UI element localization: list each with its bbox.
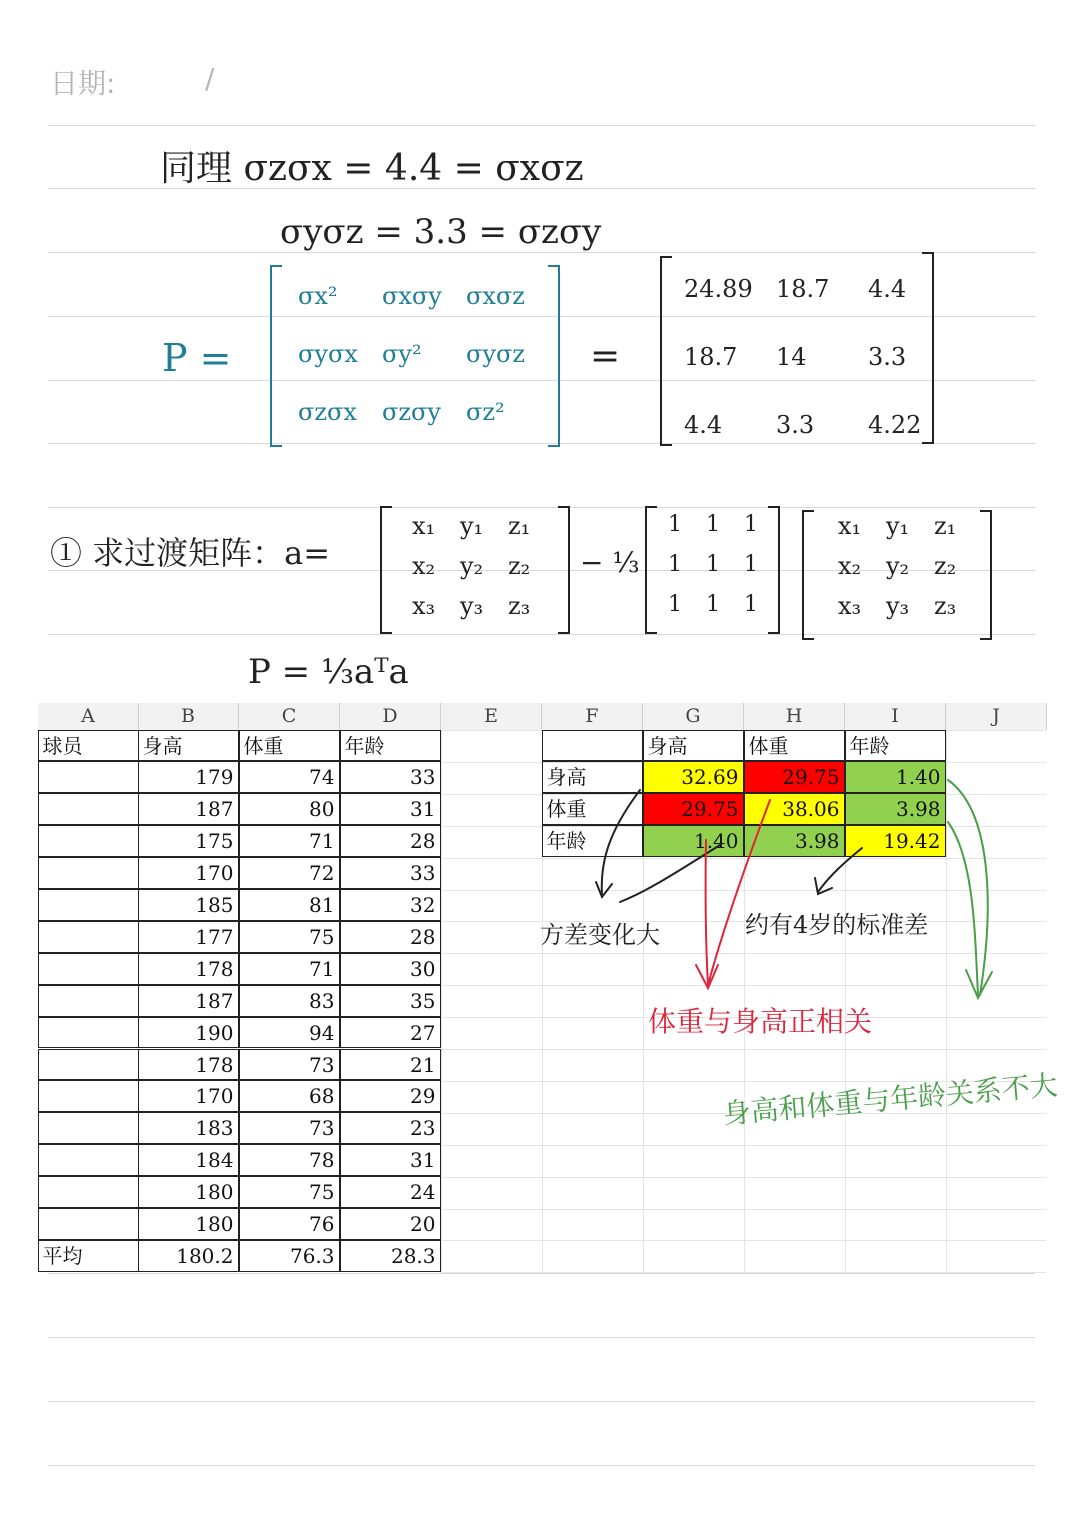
matrix-entry: 1	[706, 552, 720, 577]
matrix-entry: z₂	[508, 552, 531, 580]
arrow-positive-2	[708, 800, 770, 985]
equals-sign: =	[590, 336, 621, 377]
table-cell: 180	[138, 1176, 239, 1208]
arrow-std	[818, 848, 862, 892]
cov-value-cell: 1.40	[643, 825, 744, 857]
table-cell: 184	[138, 1144, 239, 1176]
table-cell: 180	[138, 1208, 239, 1240]
column-header-d: D	[340, 703, 441, 730]
std-note: 约有4岁的标准差	[745, 911, 929, 939]
date-separator: /	[205, 62, 215, 95]
matrix-entry: z₁	[934, 512, 957, 540]
matrix-entry: 18.7	[776, 275, 830, 303]
table-cell: 24	[340, 1176, 441, 1208]
cov-value-cell: 29.75	[744, 761, 845, 793]
p-label: P =	[162, 336, 232, 380]
step-1-label: ① 求过渡矩阵：a=	[50, 534, 331, 572]
cov-value-cell: 3.98	[744, 825, 845, 857]
matrix-entry: σzσx	[298, 398, 357, 426]
matrix-entry: x₁	[412, 512, 436, 540]
table-cell: 21	[340, 1049, 441, 1081]
cov-value-cell: 38.06	[744, 793, 845, 825]
table-cell: 175	[138, 825, 239, 857]
cov-value-cell: 1.40	[845, 761, 946, 793]
matrix-entry: σyσz	[466, 340, 525, 368]
matrix-entry: 1	[668, 552, 682, 577]
matrix-entry: y₂	[460, 552, 484, 580]
table-cell: 178	[138, 953, 239, 985]
table-cell: 179	[138, 761, 239, 793]
matrix-entry: 3.3	[868, 343, 907, 371]
matrix-entry: z₁	[508, 512, 531, 540]
note-line-2: σyσz = 3.3 = σzσy	[280, 212, 602, 252]
matrix-entry: 1	[668, 512, 682, 537]
average-cell: 28.3	[340, 1240, 441, 1272]
column-header-c: C	[239, 703, 340, 730]
table-cell: 30	[340, 953, 441, 985]
average-cell: 平均	[38, 1240, 139, 1272]
cov-value-cell: 32.69	[643, 761, 744, 793]
arrow-variance-1	[602, 790, 640, 895]
matrix-entry: 3.3	[776, 411, 815, 439]
arrow-positive-1	[706, 840, 708, 985]
matrix-entry: σzσy	[382, 398, 441, 426]
table-cell: 71	[239, 825, 340, 857]
cov-row-label: 体重	[542, 793, 643, 825]
matrix-entry: σz²	[466, 398, 505, 426]
matrix-entry: y₂	[886, 552, 910, 580]
positive-correlation-note: 体重与身高正相关	[648, 1005, 873, 1038]
matrix-entry: 1	[668, 592, 682, 617]
table-header-cell: 球员	[38, 730, 139, 762]
matrix-entry: y₃	[460, 592, 484, 620]
cov-row-label: 身高	[542, 761, 643, 793]
column-header-j: J	[946, 703, 1047, 730]
matrix-entry: y₁	[886, 512, 910, 540]
table-header-cell: 体重	[239, 730, 340, 762]
table-cell: 23	[340, 1112, 441, 1144]
table-cell: 187	[138, 985, 239, 1017]
column-header-h: H	[744, 703, 845, 730]
matrix-entry: 1	[744, 592, 758, 617]
variance-note: 方差变化大	[540, 921, 660, 949]
average-cell: 180.2	[138, 1240, 239, 1272]
matrix-entry: z₃	[508, 592, 531, 620]
matrix-entry: 1	[706, 512, 720, 537]
table-cell: 68	[239, 1080, 340, 1112]
table-cell: 177	[138, 921, 239, 953]
table-cell: 75	[239, 1176, 340, 1208]
table-cell: 71	[239, 953, 340, 985]
matrix-entry: x₂	[838, 552, 862, 580]
cov-row-label: 年龄	[542, 825, 643, 857]
cov-value-cell: 3.98	[845, 793, 946, 825]
table-cell: 81	[239, 889, 340, 921]
table-cell: 72	[239, 857, 340, 889]
matrix-entry: x₂	[412, 552, 436, 580]
matrix-entry: x₃	[412, 592, 436, 620]
table-cell: 185	[138, 889, 239, 921]
matrix-entry: z₂	[934, 552, 957, 580]
table-cell: 75	[239, 921, 340, 953]
matrix-entry: 1	[706, 592, 720, 617]
table-cell: 74	[239, 761, 340, 793]
matrix-entry: 14	[776, 343, 807, 371]
matrix-entry: σxσz	[466, 282, 525, 310]
table-cell: 33	[340, 857, 441, 889]
table-cell: 190	[138, 1017, 239, 1049]
table-cell: 183	[138, 1112, 239, 1144]
cov-header-cell: 体重	[744, 730, 845, 762]
arrow-weak-1	[948, 780, 988, 995]
matrix-entry: y₁	[460, 512, 484, 540]
table-cell: 178	[138, 1049, 239, 1081]
matrix-entry: 1	[744, 512, 758, 537]
table-cell: 73	[239, 1049, 340, 1081]
matrix-entry: 18.7	[684, 343, 738, 371]
table-cell: 170	[138, 1080, 239, 1112]
column-header-e: E	[441, 703, 542, 730]
matrix-entry: z₃	[934, 592, 957, 620]
weak-correlation-note: 身高和体重与年龄关系不大	[721, 1068, 1059, 1131]
table-cell: 76	[239, 1208, 340, 1240]
matrix-entry: σxσy	[382, 282, 442, 310]
matrix-entry: y₃	[886, 592, 910, 620]
matrix-entry: 24.89	[684, 275, 753, 303]
column-header-b: B	[138, 703, 239, 730]
matrix-entry: 1	[744, 552, 758, 577]
table-cell: 83	[239, 985, 340, 1017]
formula: P = ⅓aᵀa	[248, 652, 409, 692]
table-cell: 31	[340, 793, 441, 825]
matrix-entry: x₃	[838, 592, 862, 620]
column-header-g: G	[643, 703, 744, 730]
column-header-f: F	[542, 703, 643, 730]
matrix-entry: 4.4	[868, 275, 907, 303]
table-cell: 33	[340, 761, 441, 793]
table-cell: 28	[340, 921, 441, 953]
arrow-weak-2	[948, 822, 978, 995]
table-cell: 32	[340, 889, 441, 921]
table-header-cell: 年龄	[340, 730, 441, 762]
cov-value-cell: 19.42	[845, 825, 946, 857]
table-cell: 94	[239, 1017, 340, 1049]
cov-value-cell: 29.75	[643, 793, 744, 825]
table-cell: 29	[340, 1080, 441, 1112]
table-cell: 35	[340, 985, 441, 1017]
date-label: 日期:	[50, 67, 116, 100]
matrix-entry: σy²	[382, 340, 422, 368]
matrix-entry: σx²	[298, 282, 338, 310]
table-cell: 78	[239, 1144, 340, 1176]
table-cell: 80	[239, 793, 340, 825]
table-cell: 28	[340, 825, 441, 857]
matrix-entry: 4.22	[868, 411, 922, 439]
minus-third: − ⅓	[580, 546, 640, 579]
average-cell: 76.3	[239, 1240, 340, 1272]
table-cell: 73	[239, 1112, 340, 1144]
table-cell: 20	[340, 1208, 441, 1240]
table-cell: 170	[138, 857, 239, 889]
column-header-i: I	[845, 703, 946, 730]
cov-header-cell: 身高	[643, 730, 744, 762]
cov-header-cell: 年龄	[845, 730, 946, 762]
table-cell: 27	[340, 1017, 441, 1049]
matrix-entry: 4.4	[684, 411, 723, 439]
note-line-1: 同理 σzσx = 4.4 = σxσz	[160, 148, 584, 189]
matrix-entry: σyσx	[298, 340, 358, 368]
column-header-a: A	[38, 703, 139, 730]
matrix-entry: x₁	[838, 512, 862, 540]
table-header-cell: 身高	[138, 730, 239, 762]
table-cell: 187	[138, 793, 239, 825]
table-cell: 31	[340, 1144, 441, 1176]
